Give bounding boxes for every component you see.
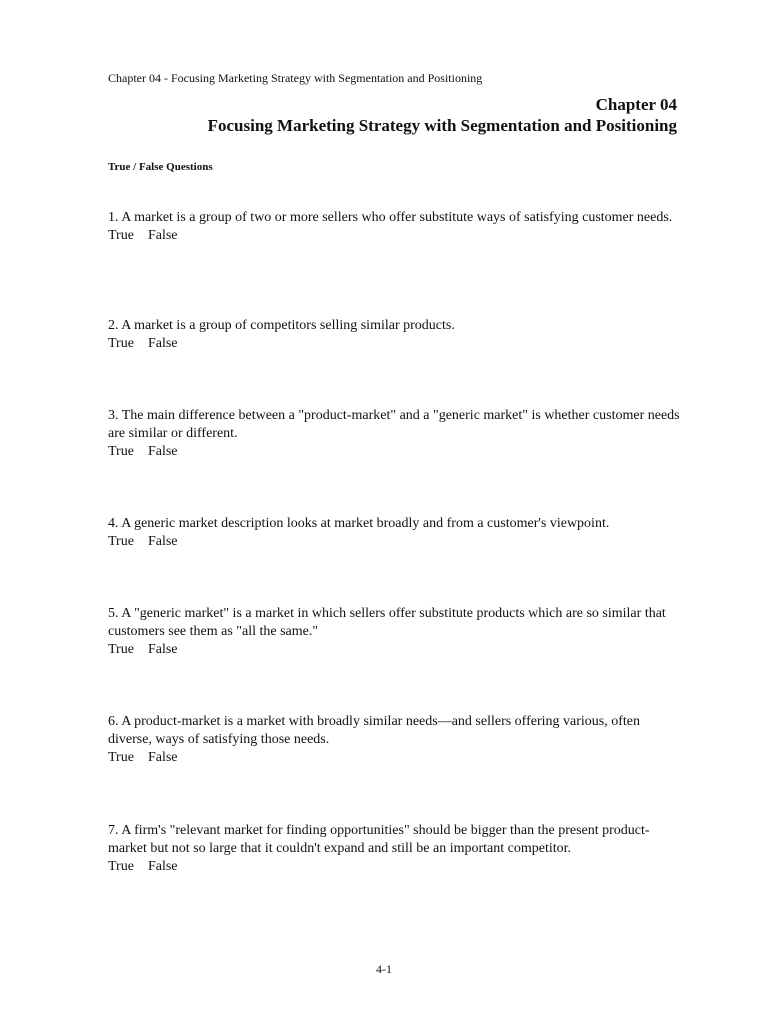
question-text: 5. A "generic market" is a market in which sellers offer substitute products which are so similar that customers see them as "all the same." [108, 606, 666, 639]
question-5 [108, 605, 683, 659]
answer-choices [108, 641, 683, 659]
question-text: 3. The main difference between a "product-market" and a "generic market" is whether customer needs are similar or different. [108, 408, 680, 441]
answer-choices [108, 227, 683, 245]
chapter-title: Focusing Marketing Strategy with Segmentation and Positioning [207, 116, 677, 135]
false-option: False [147, 750, 178, 765]
question-text: 6. A product-market is a market with broadly similar needs—and sellers offering various, often diverse, ways of satisfying those needs. [108, 714, 640, 747]
question-text: 7. A firm's "relevant market for finding opportunities" should be bigger than the present product-market but not so large that it couldn't expand and still be an important competitor. [108, 823, 650, 856]
question-text: 4. A generic market description looks at market broadly and from a customer's viewpoint. [108, 516, 610, 531]
false-option: False [147, 642, 178, 657]
section-label: True / False Questions [108, 161, 213, 173]
running-header: Chapter 04 - Focusing Marketing Strategy with Segmentation and Positioning [108, 71, 483, 85]
question-1 [108, 209, 683, 245]
true-option: True [108, 642, 134, 657]
question-text: 2. A market is a group of competitors selling similar products. [108, 318, 455, 333]
chapter-title-block [208, 94, 677, 136]
question-4 [108, 515, 683, 551]
question-2 [108, 317, 683, 353]
true-option: True [108, 750, 134, 765]
true-option: True [108, 336, 134, 351]
answer-choices [108, 335, 683, 353]
false-option: False [147, 336, 178, 351]
answer-choices [108, 749, 683, 767]
page-number: 4-1 [376, 962, 392, 976]
question-3 [108, 407, 683, 461]
answer-choices [108, 443, 683, 461]
true-option: True [108, 859, 134, 874]
question-6 [108, 713, 683, 767]
answer-choices [108, 533, 683, 551]
question-7 [108, 822, 683, 876]
false-option: False [147, 534, 178, 549]
false-option: False [147, 859, 178, 874]
true-option: True [108, 534, 134, 549]
false-option: False [147, 228, 178, 243]
answer-choices [108, 858, 683, 876]
chapter-number: Chapter 04 [595, 95, 677, 114]
true-option: True [108, 444, 134, 459]
question-text: 1. A market is a group of two or more sellers who offer substitute ways of satisfying customer needs. [108, 210, 673, 225]
true-option: True [108, 228, 134, 243]
false-option: False [147, 444, 178, 459]
